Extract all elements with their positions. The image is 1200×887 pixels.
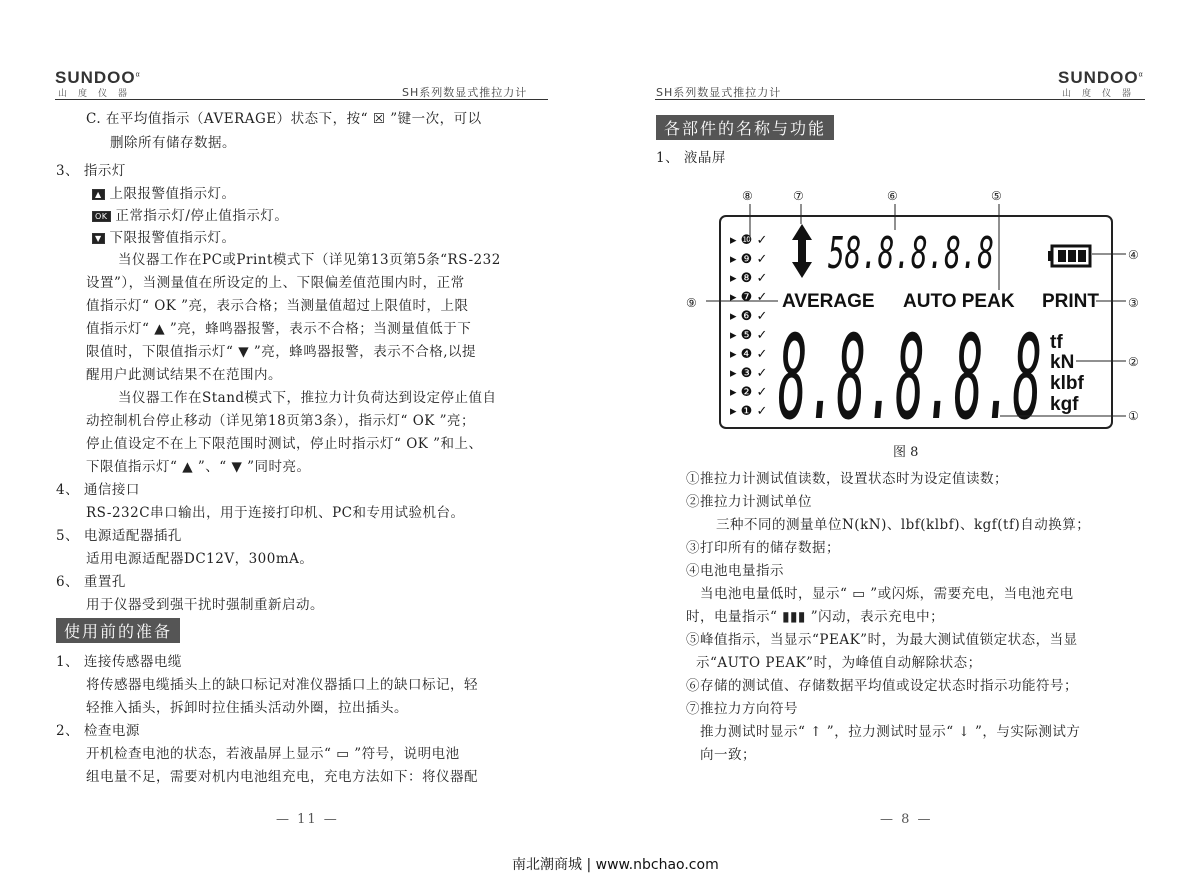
indicator-row-upper: [92, 183, 235, 206]
text-line: 轻推入插头，拆卸时拉住插头活动外圈，拉出插头。: [86, 700, 408, 716]
text-line: ④电池电量指示: [686, 563, 784, 579]
text-line: 适用电源适配器DC12V，300mA。: [86, 551, 314, 567]
memory-mark-7: ▸ ❼ ✓: [730, 290, 768, 305]
header-title-right: SH系列数显式推拉力计: [656, 86, 782, 99]
lcd-diagram: [680, 180, 1160, 438]
text-line: ②推拉力计测试单位: [686, 494, 812, 510]
text-line: 限值时，下限值指示灯“ ▼ ”亮，蜂鸣器报警，表示不合格,以提: [86, 344, 477, 360]
section-title-preparation: 使用前的准备: [56, 618, 180, 643]
text-line: 停止值设定不在上下限范围时测试，停止时指示灯“ OK ”和上、: [86, 436, 483, 452]
unit-kn: kN: [1050, 352, 1075, 373]
header-rule-left: [55, 99, 548, 100]
callout-2: ②: [1128, 355, 1139, 369]
list-heading: 2、 检查电源: [56, 723, 140, 739]
text-line: 正常指示灯/停止值指示灯。: [115, 208, 289, 224]
text-line: 下限值指示灯“ ▲ ”、“ ▼ ”同时亮。: [86, 459, 311, 475]
text-line: 动控制机台停止移动（详见第18页第3条），指示灯“ OK ”亮；: [86, 413, 476, 429]
text-line: ③打印所有的储存数据；: [686, 540, 840, 556]
text-line: C. 在平均值指示（AVERAGE）状态下，按“ ☒ ”键一次，可以: [86, 111, 482, 127]
memory-mark-2: ▸ ❷ ✓: [730, 385, 768, 400]
memory-mark-8: ▸ ❽ ✓: [730, 271, 768, 286]
indicator-row-ok: [92, 205, 288, 228]
callout-7: ⑦: [793, 189, 804, 203]
text-line: 将传感器电缆插头上的缺口标记对准仪器插口上的缺口标记，轻: [86, 677, 478, 693]
ok-icon: OK: [92, 211, 111, 222]
callout-1: ①: [1128, 409, 1139, 423]
brand-subtitle-right: 山度仪器: [1062, 89, 1143, 99]
list-heading: 4、 通信接口: [56, 482, 140, 498]
memory-mark-3: ▸ ❸ ✓: [730, 366, 768, 381]
page-number-left: — 11 —: [276, 812, 339, 827]
text-line: 三种不同的测量单位N(kN)、lbf(klbf)、kgf(tf)自动换算；: [716, 517, 1091, 533]
lcd-figure: [680, 180, 1160, 438]
text-line: 下限报警值指示灯。: [109, 230, 236, 246]
callout-3: ③: [1128, 296, 1139, 310]
text-line: ⑤峰值指示，当显示“PEAK”时，为最大测试值锁定状态，当显: [686, 632, 1078, 648]
memory-mark-5: ▸ ❺ ✓: [730, 328, 768, 343]
text-line: 示“AUTO PEAK”时，为峰值自动解除状态；: [696, 655, 982, 671]
callout-9: ⑨: [686, 296, 697, 310]
list-heading: 3、 指示灯: [56, 163, 126, 179]
text-line: ①推拉力计测试值读数，设置状态时为设定值读数；: [686, 471, 1008, 487]
text-line: 删除所有储存数据。: [110, 135, 236, 151]
text-line: 上限报警值指示灯。: [109, 186, 236, 202]
header-title-left: SH系列数显式推拉力计: [402, 86, 528, 99]
text-line: 组电量不足，需要对机内电池组充电，充电方法如下：将仪器配: [86, 769, 478, 785]
text-line: 值指示灯“ OK ”亮，表示合格；当测量值超过上限值时，上限: [86, 298, 469, 314]
text-line: ⑥存储的测试值、存储数据平均值或设定状态时指示功能符号；: [686, 678, 1078, 694]
text-line: ⑦推拉力方向符号: [686, 701, 798, 717]
text-line: 当仪器工作在PC或Print模式下（详见第13页第5条“RS-232: [118, 252, 501, 268]
unit-kgf: kgf: [1050, 394, 1079, 415]
text-line: 推力测试时显示“ ↑ ”，拉力测试时显示“ ↓ ”，与实际测试方: [700, 724, 1081, 740]
text-line: 向一致；: [700, 747, 756, 763]
unit-klbf: klbf: [1050, 373, 1084, 394]
lcd-average-label: AVERAGE: [782, 291, 875, 312]
section-title-parts: 各部件的名称与功能: [656, 115, 834, 140]
brand-subtitle-left: 山度仪器: [58, 89, 139, 99]
indicator-row-lower: [92, 227, 235, 250]
list-heading: 1、 液晶屏: [656, 150, 726, 166]
text-line: 值指示灯“ ▲ ”亮，蜂鸣器报警，表示不合格；当测量值低于下: [86, 321, 472, 337]
text-line: 当电池电量低时，显示“ ▭ ”或闪烁，需要充电，当电池充电: [700, 586, 1074, 602]
list-heading: 6、 重置孔: [56, 574, 126, 590]
figure-caption: 图 8: [893, 445, 919, 460]
text-line: RS-232C串口输出，用于连接打印机、PC和专用试验机台。: [86, 505, 465, 521]
callout-8: ⑧: [742, 189, 753, 203]
lcd-auto-peak-label: AUTO PEAK: [903, 291, 1015, 312]
text-line: 醒用户此测试结果不在范围内。: [86, 367, 282, 383]
brand-logo-right: $SUNDOO^\alpha$: [1058, 68, 1144, 87]
lower-limit-icon: ▼: [92, 233, 105, 244]
main-digit-display: 8.8.8.8.8: [778, 311, 1042, 438]
unit-tf: tf: [1050, 332, 1063, 353]
text-line: 用于仪器受到强干扰时强制重新启动。: [86, 597, 324, 613]
callout-5: ⑤: [991, 189, 1002, 203]
text-line: 当仪器工作在Stand模式下，推拉力计负荷达到设定停止值自: [118, 390, 497, 406]
text-line: 时，电量指示“ ▮▮▮ ”闪动，表示充电中；: [686, 609, 945, 625]
memory-mark-10: ▸ ❿ ✓: [730, 233, 768, 248]
page-number-right: — 8 —: [880, 812, 933, 827]
site-footer: 南北潮商城 | www.nbchao.com: [512, 857, 719, 873]
text-line: 设置”），当测量值在所设定的上、下限偏差值范围内时，正常: [86, 275, 465, 291]
header-rule-right: [655, 99, 1145, 100]
memory-mark-6: ▸ ❻ ✓: [730, 309, 768, 324]
small-digit-display: 58.8.8.8.8: [828, 228, 994, 279]
callout-6: ⑥: [887, 189, 898, 203]
upper-limit-icon: ▲: [92, 189, 105, 200]
brand-logo-left: $SUNDOO^\alpha$: [55, 68, 141, 87]
memory-mark-4: ▸ ❹ ✓: [730, 347, 768, 362]
list-heading: 5、 电源适配器插孔: [56, 528, 182, 544]
memory-mark-9: ▸ ❾ ✓: [730, 252, 768, 267]
list-heading: 1、 连接传感器电缆: [56, 654, 182, 670]
text-line: 开机检查电池的状态，若液晶屏上显示“ ▭ ”符号，说明电池: [86, 746, 460, 762]
callout-4: ④: [1128, 248, 1139, 262]
lcd-print-label: PRINT: [1042, 291, 1099, 312]
memory-mark-1: ▸ ❶ ✓: [730, 404, 768, 419]
